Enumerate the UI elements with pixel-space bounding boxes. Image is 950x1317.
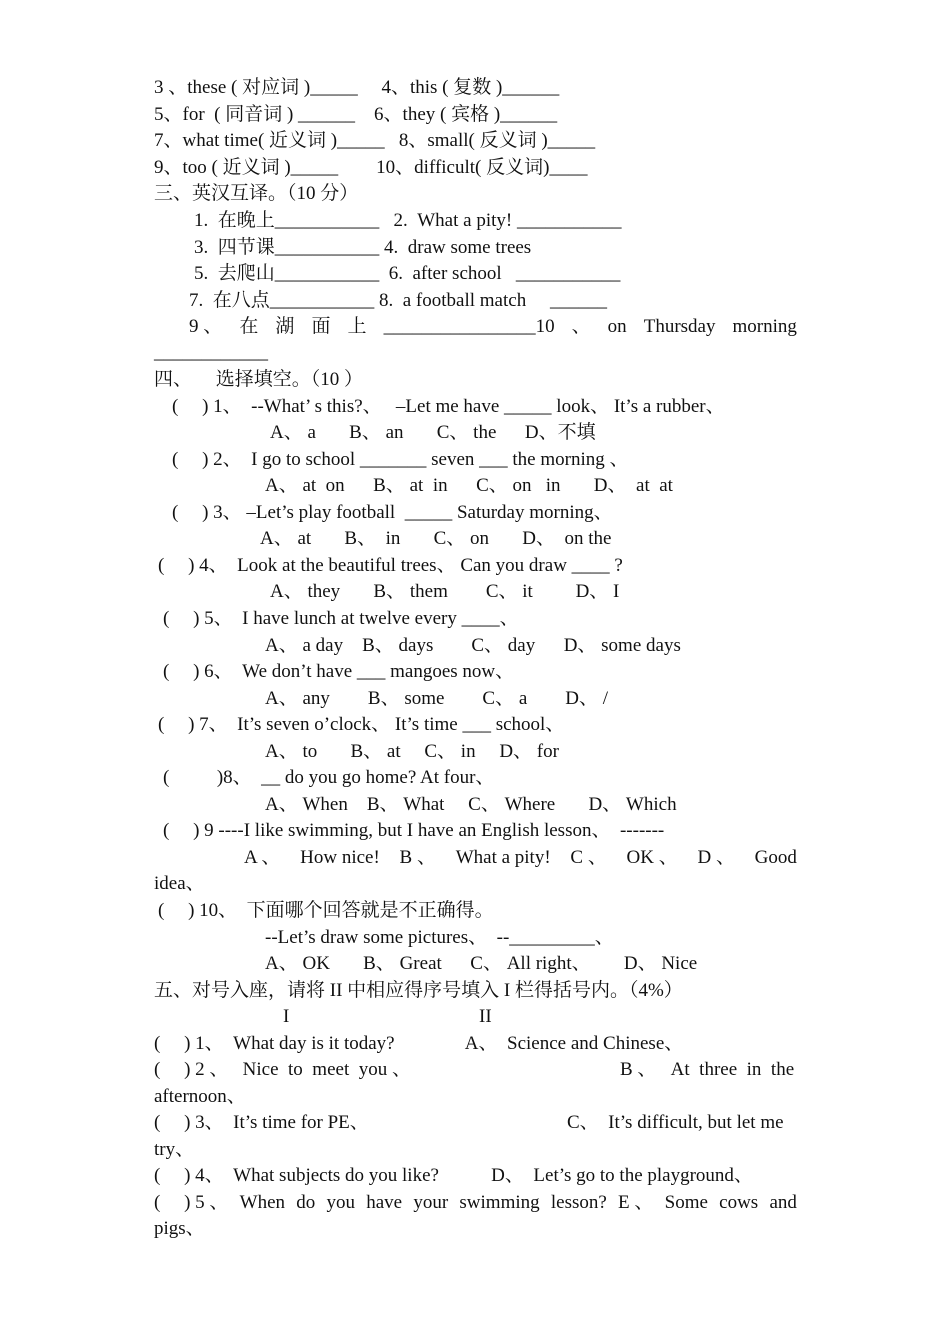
q9: ( ) 9 ----I like swimming, but I have an English lesson、 ------- xyxy=(163,820,665,841)
match-row-3-left: ( ) 3、 It’s time for PE、 xyxy=(154,1112,369,1133)
column-i-header: I xyxy=(283,1006,290,1027)
q7-options: A、 to B、 at C、 in D、 for xyxy=(265,741,559,762)
q8-options: A、 When B、 What C、 Where D、 Which xyxy=(265,794,677,815)
q9-options-tail: idea、 xyxy=(154,873,205,894)
section2-line-2: 5、for ( 同音词 ) ______ 6、they ( 宾格 )______ xyxy=(154,104,558,125)
q10-dialogue: --Let’s draw some pictures、 --_________、 xyxy=(265,927,614,948)
section3-line-1: 1. 在晚上___________ 2. What a pity! ___________ xyxy=(194,210,622,231)
section3-line-5: 9 、 在 湖 面 上 ________________10 、 on Thursday morning xyxy=(189,316,797,337)
q1-options: A、 a B、 an C、 the D、不填 xyxy=(270,422,596,443)
q10: ( ) 10、 下面哪个回答就是不正确得。 xyxy=(158,900,494,921)
match-row-3-right: C、 It’s difficult, but let me xyxy=(567,1112,784,1133)
section2-line-4: 9、too ( 近义词 )_____ 10、difficult( 反义词)____ xyxy=(154,157,588,178)
match-row-5-tail: pigs、 xyxy=(154,1218,205,1239)
section3-heading: 三、英汉互译。（10 分） xyxy=(154,183,359,204)
q7: ( ) 7、 It’s seven o’clock、 It’s time ___ school、 xyxy=(158,714,565,735)
section3-line-5-tail: ____________ xyxy=(154,342,268,363)
q9-options: A 、 How nice! B 、 What a pity! C 、 OK 、 D 、 Good xyxy=(244,847,797,868)
section3-line-4: 7. 在八点___________ 8. a football match ______ xyxy=(189,290,607,311)
q2-options: A、 at on B、 at in C、 on in D、 at at xyxy=(265,475,673,496)
q2: ( ) 2、 I go to school _______ seven ___ the morning 、 xyxy=(172,449,629,470)
q6-options: A、 any B、 some C、 a D、 / xyxy=(265,688,609,709)
q3: ( ) 3、 –Let’s play football _____ Saturday morning、 xyxy=(172,502,613,523)
q8: ( )8、 __ do you go home? At four、 xyxy=(163,767,495,788)
match-row-4: ( ) 4、 What subjects do you like? D、 Let’s go to the playground、 xyxy=(154,1165,753,1186)
match-row-3-tail: try、 xyxy=(154,1139,195,1160)
match-row-1: ( ) 1、 What day is it today? A、 Science and Chinese、 xyxy=(154,1033,684,1054)
section2-line-3: 7、what time( 近义词 )_____ 8、small( 反义词 )_____ xyxy=(154,130,596,151)
q3-options: A、 at B、 in C、 on D、 on the xyxy=(260,528,612,549)
section4-heading: 四、 选择填空。（10 ） xyxy=(154,369,364,390)
section3-line-2: 3. 四节课___________ 4. draw some trees xyxy=(194,237,532,258)
column-ii-header: II xyxy=(479,1006,492,1027)
q5: ( ) 5、 I have lunch at twelve every ____、 xyxy=(163,608,519,629)
section2-line-1: 3 、these ( 对应词 )_____ 4、this ( 复数 )______ xyxy=(154,77,560,98)
section3-line-3: 5. 去爬山___________ 6. after school ___________ xyxy=(194,263,621,284)
q5-options: A、 a day B、 days C、 day D、 some days xyxy=(265,635,681,656)
q4: ( ) 4、 Look at the beautiful trees、 Can you draw ____ ? xyxy=(158,555,623,576)
q1: ( ) 1、 --What’ s this?、 –Let me have _____ look、 It’s a rubber、 xyxy=(172,396,725,417)
q6: ( ) 6、 We don’t have ___ mangoes now、 xyxy=(163,661,515,682)
section5-heading: 五、对号入座，请将 II 中相应得序号填入 I 栏得括号内。（4%） xyxy=(154,980,683,1001)
match-row-2-right: B 、 At three in the xyxy=(620,1059,795,1080)
q10-options: A、 OK B、 Great C、 All right、 D、 Nice xyxy=(265,953,698,974)
match-row-2-left: ( ) 2 、 Nice to meet you 、 xyxy=(154,1059,411,1080)
match-row-5: ( ) 5 、 When do you have your swimming lesson? E 、 Some cows and xyxy=(154,1192,797,1213)
match-row-2-tail: afternoon、 xyxy=(154,1086,246,1107)
q4-options: A、 they B、 them C、 it D、 I xyxy=(270,581,620,602)
